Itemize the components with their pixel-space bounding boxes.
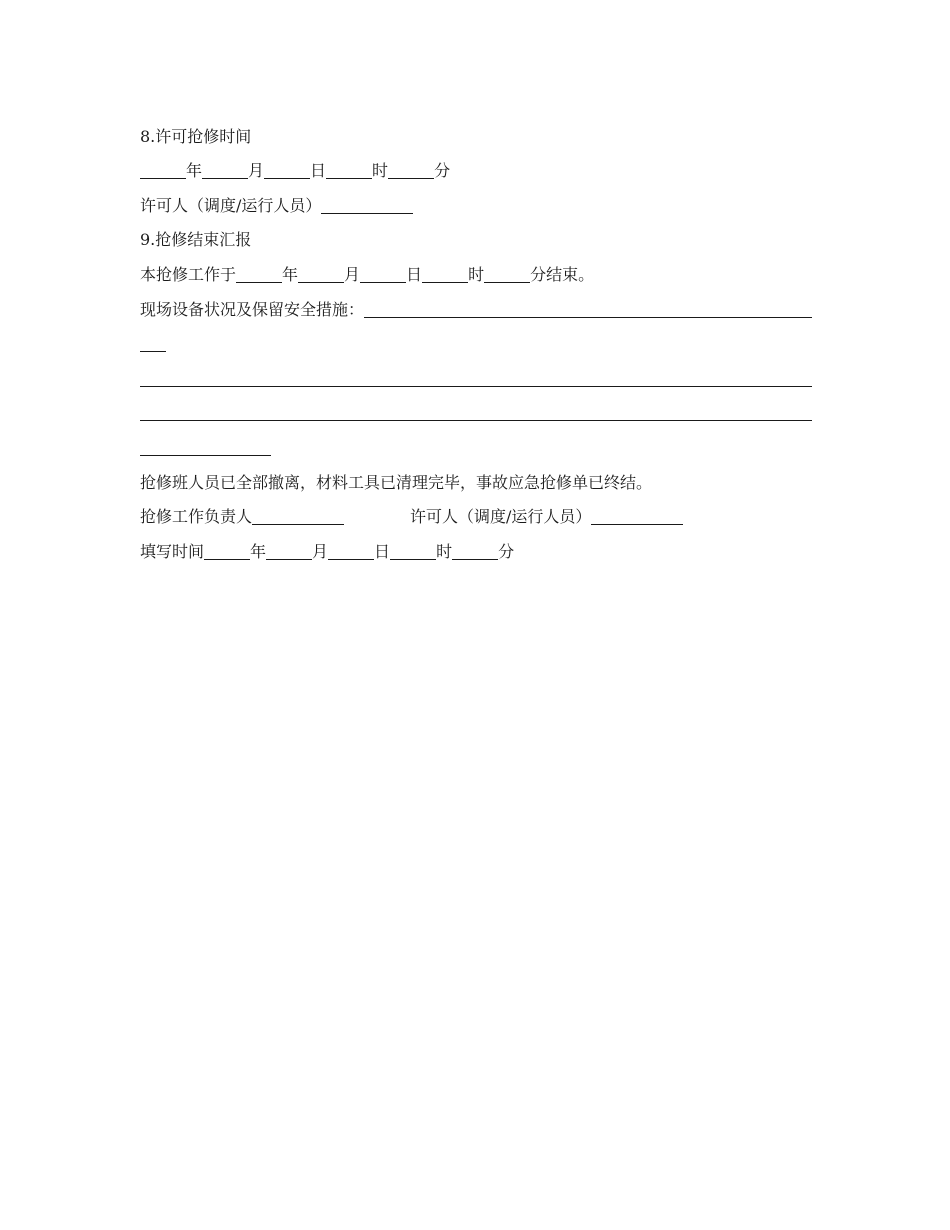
month-unit: 月 bbox=[344, 264, 361, 284]
minute-unit: 分 bbox=[498, 541, 515, 561]
month-unit: 月 bbox=[312, 541, 329, 561]
section-9-heading bbox=[140, 220, 812, 255]
fill-year-field[interactable] bbox=[204, 558, 250, 560]
fill-hour-field[interactable] bbox=[390, 558, 436, 560]
status-continuation-line bbox=[140, 324, 812, 359]
permit-minute-field[interactable] bbox=[388, 177, 434, 179]
status-rule-line-4 bbox=[140, 393, 812, 428]
end-suffix: 分结束。 bbox=[530, 264, 595, 284]
fill-minute-field[interactable] bbox=[452, 558, 498, 560]
permitter-field[interactable] bbox=[321, 212, 413, 214]
end-permitter-label: 许可人（调度/运行人员） bbox=[410, 507, 592, 527]
end-prefix: 本抢修工作于 bbox=[140, 264, 237, 284]
permit-day-field[interactable] bbox=[264, 177, 310, 179]
hour-unit: 时 bbox=[436, 541, 453, 561]
form-content bbox=[140, 116, 812, 566]
permit-time-line bbox=[140, 151, 812, 186]
end-month-field[interactable] bbox=[298, 281, 344, 283]
month-unit: 月 bbox=[248, 161, 265, 181]
status-field-line-2[interactable] bbox=[140, 350, 166, 352]
day-unit: 日 bbox=[374, 541, 391, 561]
year-unit: 年 bbox=[282, 264, 299, 284]
evacuation-line bbox=[140, 462, 812, 497]
permit-month-field[interactable] bbox=[202, 177, 248, 179]
permitter-label: 许可人（调度/运行人员） bbox=[140, 195, 322, 215]
status-field-line-5[interactable] bbox=[140, 454, 271, 456]
end-day-field[interactable] bbox=[360, 281, 406, 283]
section-8-title: 8.许可抢修时间 bbox=[140, 126, 252, 146]
status-field-line-1[interactable] bbox=[364, 316, 812, 318]
end-time-line bbox=[140, 254, 812, 289]
year-unit: 年 bbox=[250, 541, 267, 561]
fill-time-line bbox=[140, 531, 812, 566]
leader-field[interactable] bbox=[252, 523, 344, 525]
fill-month-field[interactable] bbox=[266, 558, 312, 560]
permit-year-field[interactable] bbox=[140, 177, 186, 179]
evacuation-statement: 抢修班人员已全部撤离，材料工具已清理完毕，事故应急抢修单已终结。 bbox=[140, 472, 653, 492]
minute-unit: 分 bbox=[434, 161, 451, 181]
fill-time-label: 填写时间 bbox=[140, 541, 205, 561]
day-unit: 日 bbox=[406, 264, 423, 284]
status-label: 现场设备状况及保留安全措施： bbox=[140, 299, 365, 319]
year-unit: 年 bbox=[186, 161, 203, 181]
section-9-title: 9.抢修结束汇报 bbox=[140, 230, 252, 250]
section-8-heading bbox=[140, 116, 812, 151]
end-permitter-field[interactable] bbox=[591, 523, 683, 525]
hour-unit: 时 bbox=[372, 161, 389, 181]
end-year-field[interactable] bbox=[236, 281, 282, 283]
status-rule-line-3 bbox=[140, 358, 812, 393]
end-minute-field[interactable] bbox=[484, 281, 530, 283]
leader-label: 抢修工作负责人 bbox=[140, 507, 253, 527]
day-unit: 日 bbox=[310, 161, 327, 181]
status-field-line-4[interactable] bbox=[140, 420, 812, 421]
end-hour-field[interactable] bbox=[422, 281, 468, 283]
permitter-line bbox=[140, 185, 812, 220]
hour-unit: 时 bbox=[468, 264, 485, 284]
signature-line bbox=[140, 497, 812, 532]
permit-hour-field[interactable] bbox=[326, 177, 372, 179]
status-rule-line-5 bbox=[140, 427, 812, 462]
status-line bbox=[140, 289, 812, 324]
fill-day-field[interactable] bbox=[328, 558, 374, 560]
status-field-line-3[interactable] bbox=[140, 386, 812, 387]
